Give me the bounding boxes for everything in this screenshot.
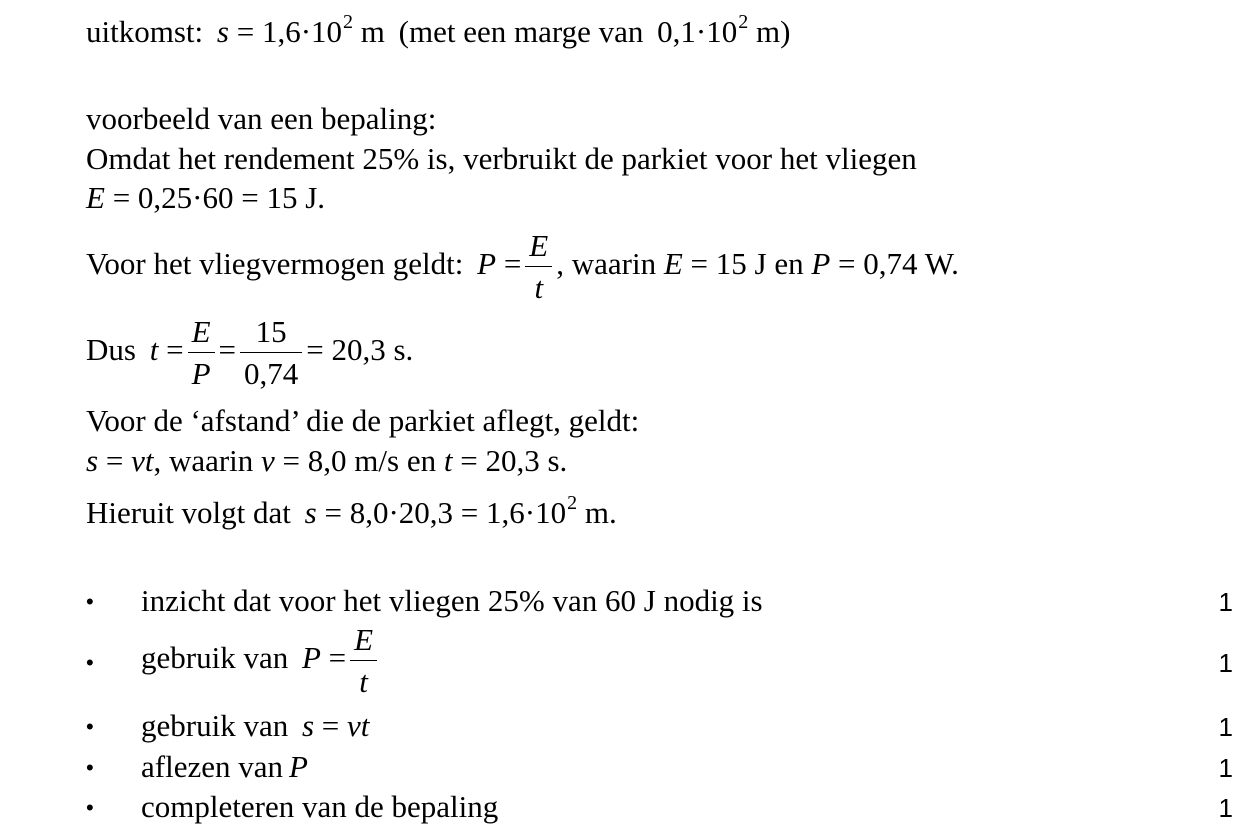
criterion-text: gebruik van [141, 639, 289, 675]
energy-expr: = 0,25·60 = 15 J. [104, 180, 326, 215]
vermogen-E-value: = 15 J en [682, 245, 804, 281]
voorbeeld-title: voorbeeld van een bepaling: [86, 101, 437, 136]
bullet-marker: • [86, 755, 94, 780]
bullet-marker: • [86, 714, 94, 739]
criterion-var-P: P [288, 749, 308, 784]
criterion-score: 1 [1218, 648, 1233, 678]
energy-var: E [86, 180, 105, 215]
uitkomst-label: uitkomst: [86, 14, 204, 49]
fraction-numerator: E [350, 622, 377, 661]
vermogen-P: P [477, 245, 497, 281]
vermogen-text: Voor het vliegvermogen geldt: [86, 245, 464, 281]
svt-t: t [443, 443, 453, 478]
bullet-marker: • [86, 589, 94, 614]
fraction-denominator: 0,74 [243, 355, 299, 391]
rendement-sentence: Omdat het rendement 25% is, verbruikt de parkiet voor het vliegen [86, 141, 917, 176]
uitkomst-var-s: s [216, 14, 229, 49]
dus-t: t [149, 331, 159, 367]
criterion-text: inzicht dat voor het vliegen 25% van 60 J nodig is [141, 583, 763, 618]
vermogen-P2: P [811, 245, 831, 281]
fraction-E-over-P [188, 314, 215, 391]
criterion-line [141, 708, 369, 744]
svt-vt: vt [131, 443, 154, 478]
vermogen-waarin: , waarin [556, 245, 657, 281]
criterion-score: 1 [1218, 587, 1233, 617]
criterion-score: 1 [1218, 753, 1233, 783]
afstand-sentence: Voor de ‘afstand’ die de parkiet aflegt, geldt: [86, 403, 640, 438]
svt-equals: = [98, 443, 132, 478]
svt-v-value: = 8,0 m/s en [274, 443, 437, 478]
bullet-marker: • [86, 795, 94, 820]
marge-exponent: 2 [738, 11, 749, 33]
criterion-line: gebruik van P = $\frac{E}{t}$ [141, 622, 381, 699]
svt-waarin: , waarin [153, 443, 254, 478]
vermogen-line: Voor het vliegvermogen geldt: P = $\frac{E}{t}$ , waarin E = 15 J en P = 0,74 W. [86, 228, 959, 305]
criterion-text: gebruik van [141, 708, 289, 743]
hieruit-expr: = 8,0·20,3 = 1,6·10 [316, 495, 567, 530]
uitkomst-value: = 1,6·10 [228, 14, 343, 49]
criterion-text: completeren van de bepaling [141, 789, 499, 824]
fraction-numerator: E [188, 314, 215, 353]
fraction-denominator: P [191, 355, 211, 391]
criterion-text: aflezen van [141, 749, 283, 784]
svt-t-value: = 20,3 s. [452, 443, 568, 478]
dus-text: Dus [86, 331, 136, 367]
svt-line [86, 445, 567, 476]
vermogen-E: E [663, 245, 683, 281]
criterion-vt: vt [347, 708, 370, 743]
fraction-denominator: t [359, 663, 368, 699]
fraction-E-over-t [525, 228, 552, 305]
criterion-var-s: s [301, 708, 315, 743]
uitkomst-line [86, 11, 791, 49]
vermogen-P-value: = 0,74 W. [830, 245, 959, 281]
svt-s: s [86, 443, 99, 478]
criterion-equals: = [314, 708, 348, 743]
criterion-score: 1 [1218, 793, 1233, 823]
fraction-E-over-t [350, 622, 377, 699]
criterion-line [141, 749, 308, 785]
marge-value: 0,1·10 [657, 14, 738, 49]
uitkomst-exponent: 2 [343, 11, 354, 33]
hieruit-s: s [304, 495, 317, 530]
dus-line: Dus t = $\frac{E}{P}$ = $\frac{15}{0,74}$ = 20,3 s. [86, 314, 414, 391]
hieruit-exponent: 2 [567, 492, 578, 514]
fraction-numerator: 15 [240, 314, 302, 353]
fraction-numerator: E [525, 228, 552, 267]
marge-unit: m) [748, 14, 791, 49]
hieruit-line [86, 492, 617, 530]
criterion-score: 1 [1218, 712, 1233, 742]
hieruit-unit: m. [577, 495, 617, 530]
criterion-var-P: P [301, 639, 321, 675]
dus-result: = 20,3 s. [306, 331, 414, 367]
hieruit-text: Hieruit volgt dat [86, 495, 291, 530]
uitkomst-unit: m [353, 14, 385, 49]
svt-v: v [261, 443, 275, 478]
bullet-marker: • [86, 650, 94, 675]
energy-line [86, 182, 325, 213]
fraction-denominator: t [534, 269, 544, 305]
marge-label: (met een marge van [398, 14, 644, 49]
fraction-15-over-074 [240, 314, 302, 391]
